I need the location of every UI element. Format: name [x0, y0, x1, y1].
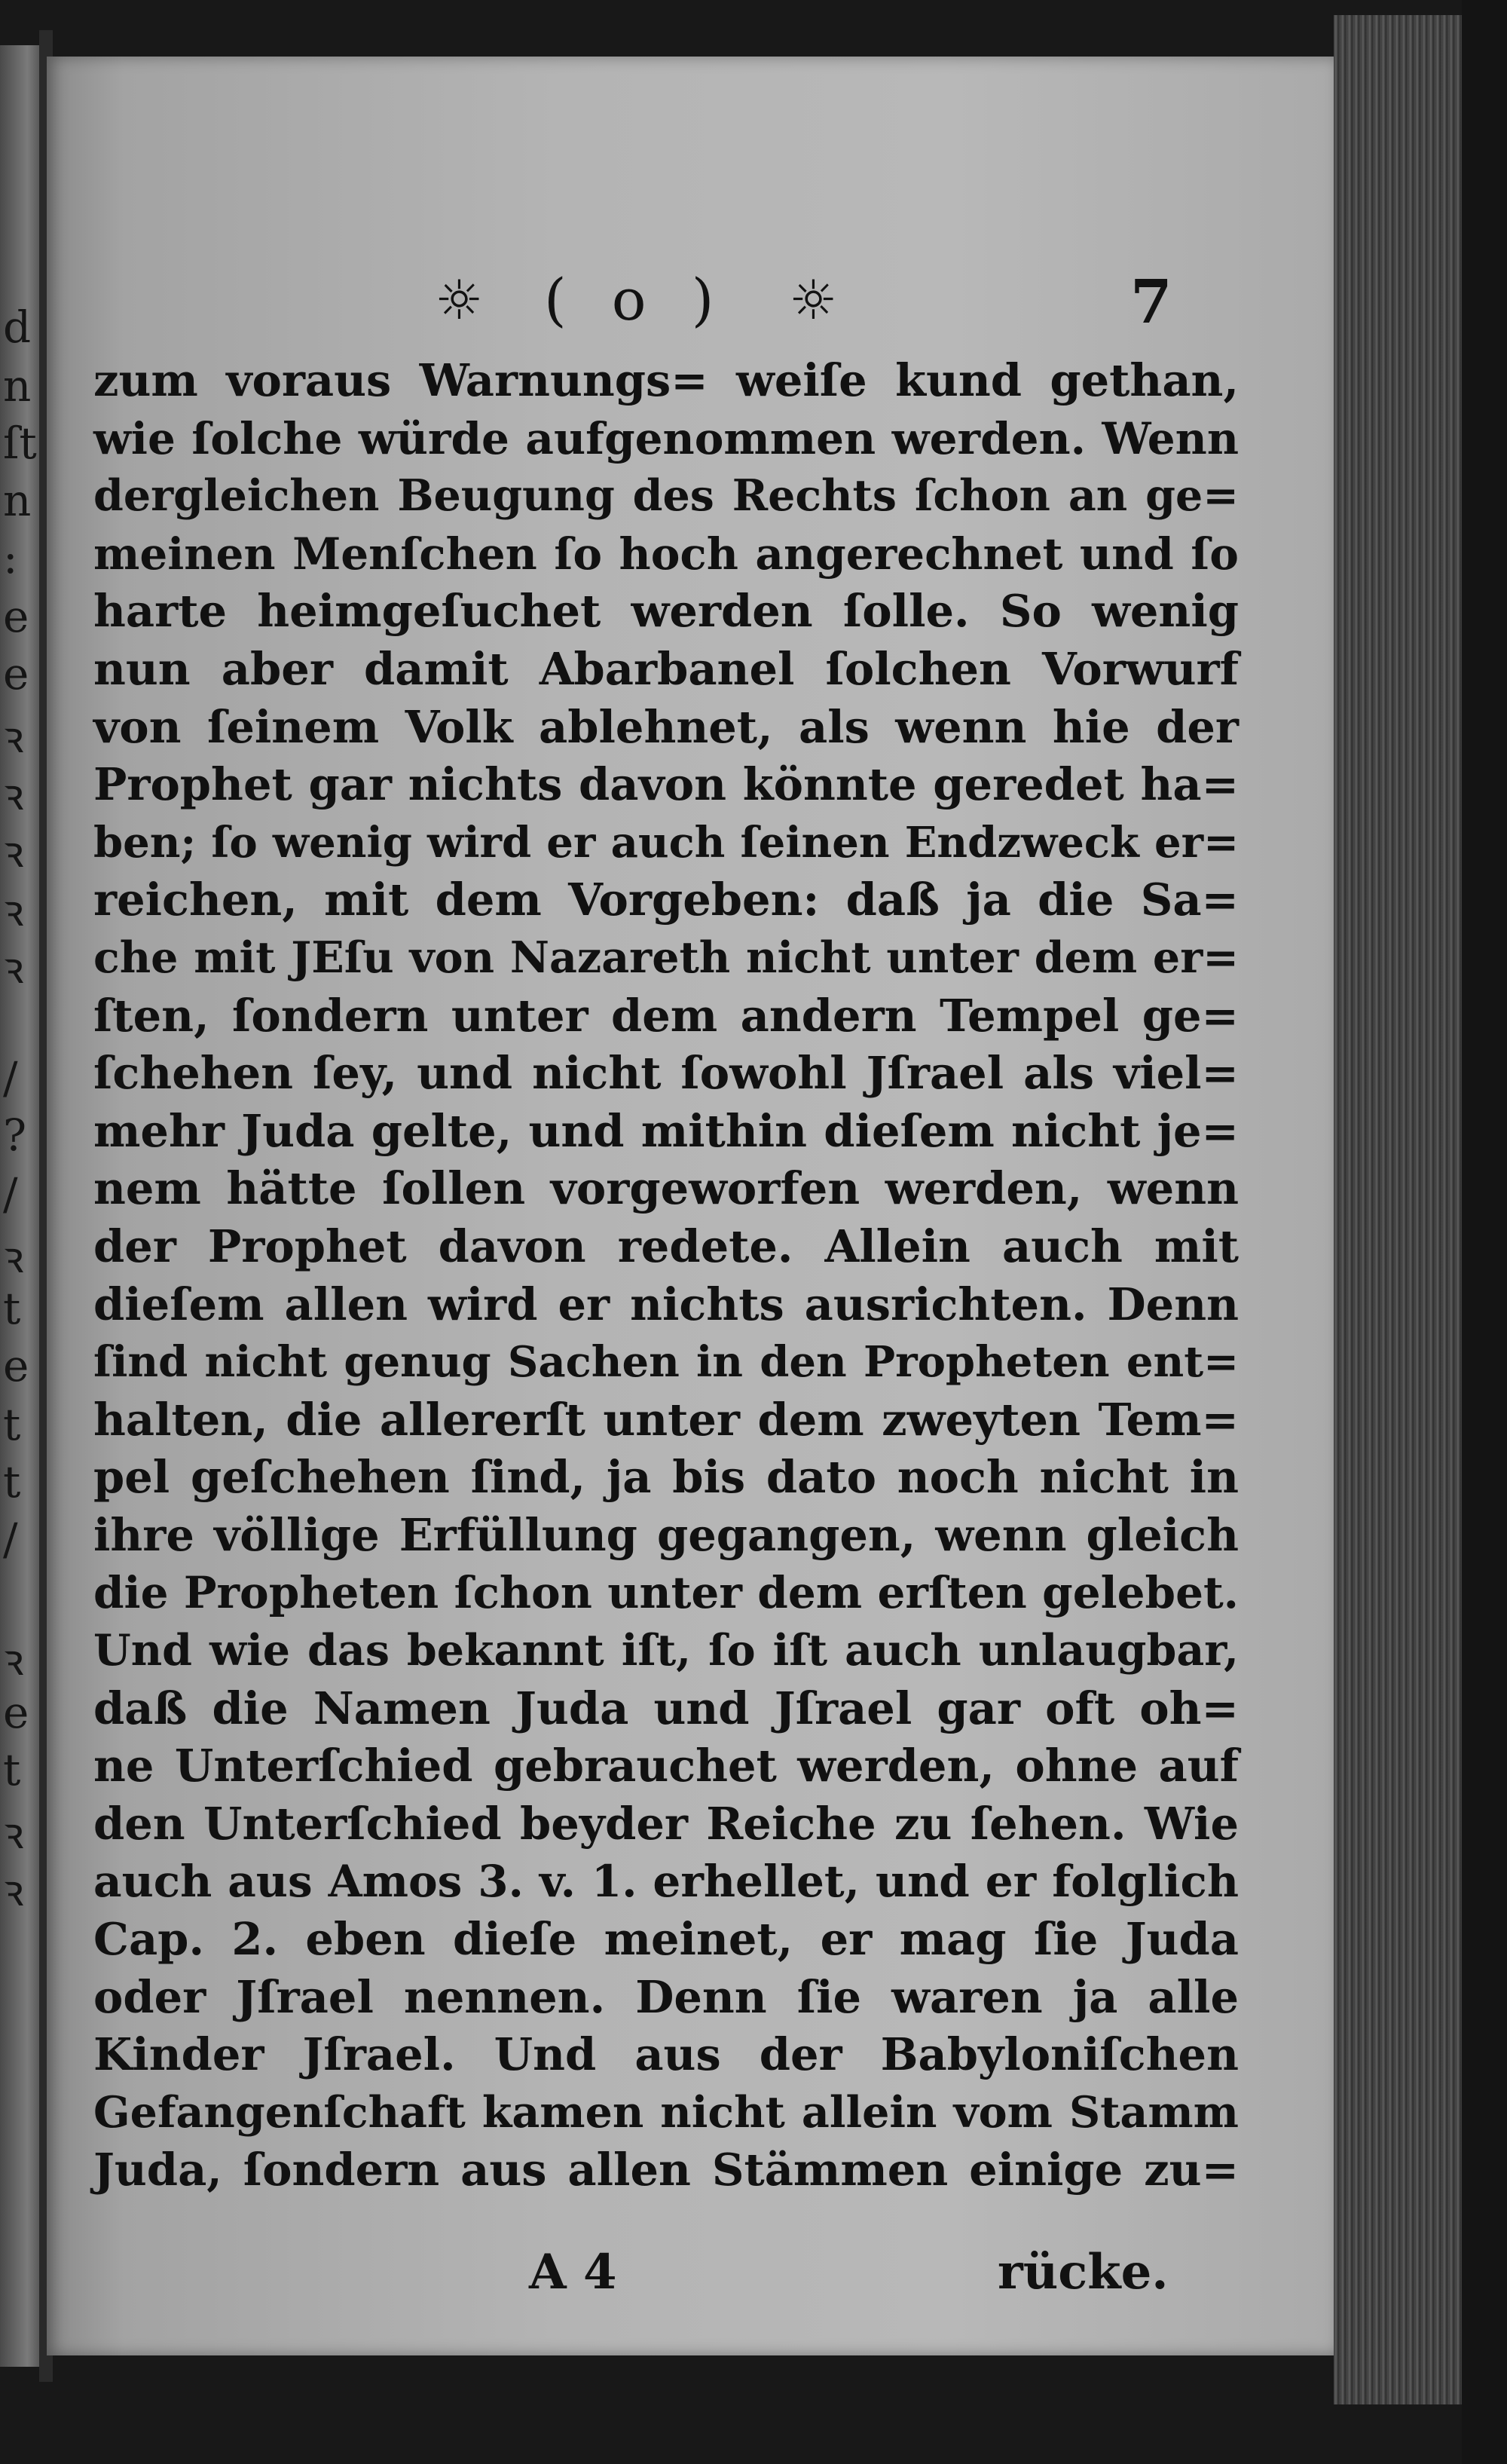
page-edges	[1334, 15, 1462, 2404]
sun-ornament-icon: ☼	[789, 268, 838, 332]
left-fragment: /	[3, 1168, 18, 1220]
left-fragment: /	[3, 1052, 18, 1103]
text-line: wie ſolche würde aufgenommen werden. Wenn	[93, 412, 1239, 464]
left-page-sliver	[0, 45, 39, 2367]
left-fragment: ꝛ	[3, 1807, 24, 1859]
text-line: auch aus Amos 3. v. 1. erhellet, und er folglich	[93, 1856, 1239, 1908]
left-fragment: /	[3, 1514, 18, 1565]
text-line: von ſeinem Volk ablehnet, als wenn hie der	[93, 700, 1239, 753]
left-fragment: n	[3, 360, 32, 412]
text-line: Cap. 2. eben dieſe meinet, er mag ſie Juda	[93, 1913, 1239, 1966]
text-line: reichen, mit dem Vorgeben: daß ja die Sa=	[93, 874, 1239, 926]
text-line: dieſem allen wird er nichts ausrichten. Denn	[93, 1278, 1239, 1330]
text-line: Kinder Jſrael. Und aus der Babyloniſchen	[93, 2028, 1239, 2081]
left-fragment: ꝛ	[3, 1865, 24, 1916]
left-fragment: ꝛ	[3, 942, 24, 993]
left-fragment: ſt	[3, 418, 37, 469]
text-line: ne Unterſchied gebrauchet werden, ohne auf	[93, 1740, 1239, 1792]
left-fragment: ꝛ	[3, 1232, 24, 1283]
text-line: meinen Menſchen ſo hoch angerechnet und ſo	[93, 528, 1239, 580]
sun-ornament-icon: ☼	[435, 268, 484, 332]
text-line: Und wie das bekannt iſt, ſo iſt auch unlaugbar,	[93, 1625, 1239, 1676]
text-line: dergleichen Beugung des Rechts ſchon an ge=	[93, 470, 1239, 522]
text-line: ſchehen ſey, und nicht ſowohl Jſrael als viel=	[93, 1047, 1239, 1100]
text-line: ſten, ſondern unter dem andern Tempel ge=	[93, 989, 1239, 1042]
text-line: daß die Namen Juda und Jſrael gar oft oh=	[93, 1682, 1239, 1734]
left-fragment: :	[3, 532, 18, 583]
left-fragment: t	[3, 1399, 21, 1450]
left-fragment: t	[3, 1283, 21, 1334]
signature-mark: A 4	[529, 2244, 617, 2300]
running-header	[47, 266, 1334, 341]
text-line: oder Jſrael nennen. Denn ſie waren ja alle	[93, 1970, 1239, 2023]
left-fragment: e	[3, 648, 29, 699]
left-fragment: ꝛ	[3, 1634, 24, 1685]
text-line: nun aber damit Abarbanel ſolchen Vorwurf	[93, 642, 1239, 695]
left-fragment: ꝛ	[3, 769, 24, 820]
left-fragment: d	[3, 301, 32, 353]
page-footer	[47, 2239, 1334, 2306]
left-fragment: n	[3, 475, 32, 526]
text-line: die Propheten ſchon unter dem erſten gelebet.	[93, 1567, 1239, 1619]
left-fragment: e	[3, 1687, 29, 1738]
text-line: nem hätte ſollen vorgeworfen werden, wenn	[93, 1162, 1239, 1215]
text-line: ſind nicht genug Sachen in den Propheten ent=	[93, 1337, 1239, 1388]
text-line: den Unterſchied beyder Reiche zu ſehen. Wie	[93, 1797, 1239, 1850]
text-line: mehr Juda gelte, und mithin dieſem nicht je=	[93, 1104, 1239, 1157]
text-line: ben; ſo wenig wird er auch ſeinen Endzweck er=	[93, 817, 1239, 868]
left-fragment: e	[3, 1340, 29, 1391]
sheet-marker: ( o )	[544, 266, 728, 333]
text-line: pel geſchehen ſind, ja bis dato noch nicht in	[93, 1451, 1239, 1504]
left-fragment: ꝛ	[3, 826, 24, 877]
left-fragment: t	[3, 1456, 21, 1507]
page-number: 7	[1130, 266, 1172, 337]
text-line: ihre völlige Erfüllung gegangen, wenn gleich	[93, 1508, 1239, 1561]
left-fragment: ?	[3, 1110, 27, 1161]
left-fragment: e	[3, 591, 29, 642]
book-cover-edge	[1462, 0, 1507, 2464]
body-text	[93, 352, 1239, 2199]
text-line: Prophet gar nichts davon könnte geredet ha=	[93, 758, 1239, 811]
text-line: halten, die allererſt unter dem zweyten Tem=	[93, 1393, 1239, 1446]
left-page-text-fragments	[2, 45, 38, 2367]
catchword: rücke.	[998, 2244, 1169, 2300]
book-page	[47, 57, 1334, 2355]
text-line: Gefangenſchaft kamen nicht allein vom Stamm	[93, 2086, 1239, 2138]
text-line: Juda, ſondern aus allen Stämmen einige zu=	[93, 2144, 1239, 2196]
text-line: harte heimgeſuchet werden ſolle. So wenig	[93, 585, 1239, 638]
text-line: der Prophet davon redete. Allein auch mit	[93, 1220, 1239, 1272]
left-fragment: t	[3, 1744, 21, 1795]
left-fragment: ꝛ	[3, 712, 24, 763]
text-line: che mit JEſu von Nazareth nicht unter dem er=	[93, 932, 1239, 983]
left-fragment: ꝛ	[3, 885, 24, 936]
text-line: zum voraus Warnungs= weiſe kund gethan,	[93, 354, 1239, 406]
